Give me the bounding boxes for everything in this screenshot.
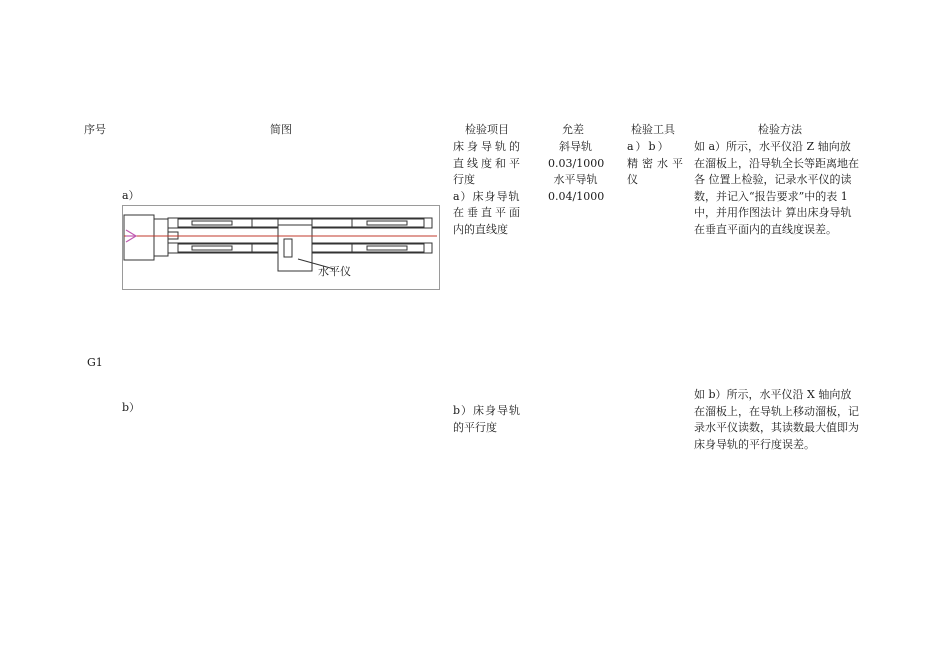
- item-line: a）床身导轨: [453, 189, 521, 203]
- item-line: 行度: [453, 173, 475, 186]
- tool-cell: [627, 139, 687, 189]
- method-line: 床身导轨的平行度误差。: [694, 437, 815, 451]
- tolerance-line: 斜导轨: [559, 140, 592, 153]
- item-line: 的平行度: [453, 420, 497, 434]
- tool-line: a）b）: [627, 140, 671, 153]
- method-line: 录水平仪读数，其读数最大值即为: [694, 421, 859, 434]
- header-sketch: 简图: [270, 123, 292, 136]
- tool-line: 仪: [627, 173, 638, 186]
- headstock: [124, 215, 154, 260]
- item-a-cell: [453, 139, 523, 238]
- method-line: 在溜板上，在导轨上移动溜板，记: [694, 404, 859, 418]
- method-line: 如 b）所示，水平仪沿 X 轴向放: [694, 388, 852, 401]
- header-item: 检验项目: [465, 123, 509, 136]
- item-b-cell: [453, 403, 523, 436]
- row-id: G1: [87, 356, 103, 369]
- tolerance-line: 0.04/1000: [548, 189, 605, 203]
- header-method: 检验方法: [758, 123, 802, 136]
- item-line: b）床身导轨: [453, 404, 522, 417]
- tolerance-cell: [548, 139, 603, 205]
- item-line: 在垂直平面: [453, 206, 523, 219]
- method-line: 各 位置上检验，记录水平仪的读: [694, 173, 852, 186]
- header-tolerance: 允差: [562, 123, 584, 136]
- item-line: 直线度和平: [453, 156, 523, 170]
- item-line: 床身导轨的: [453, 140, 523, 153]
- label-a: a）: [122, 189, 140, 202]
- method-line: 数，并记入“报告要求”中的表 1: [694, 189, 848, 203]
- tool-line: 精密水平: [627, 156, 687, 170]
- item-line: 内的直线度: [453, 222, 508, 236]
- method-a-cell: [694, 139, 874, 238]
- method-line: 在溜板上，沿导轨全长等距离地在: [694, 156, 859, 170]
- carriage: [278, 225, 312, 271]
- method-line: 在垂直平面内的直线度误差。: [694, 222, 837, 236]
- method-line: 中，并用作图法计 算出床身导轨: [694, 206, 852, 219]
- header-tool: 检验工具: [631, 123, 675, 136]
- tolerance-line: 水平导轨: [553, 173, 598, 186]
- header-seq: 序号: [84, 123, 106, 136]
- label-b: b）: [122, 401, 141, 414]
- method-b-cell: [694, 387, 874, 453]
- headstock-flange: [154, 219, 168, 256]
- tolerance-line: 0.03/1000: [548, 156, 605, 170]
- method-line: 如 a）所示，水平仪沿 Z 轴向放: [694, 140, 851, 153]
- lathe-bed-diagram: [122, 205, 440, 290]
- level-label: 水平仪: [318, 265, 351, 278]
- spirit-level: [284, 239, 292, 257]
